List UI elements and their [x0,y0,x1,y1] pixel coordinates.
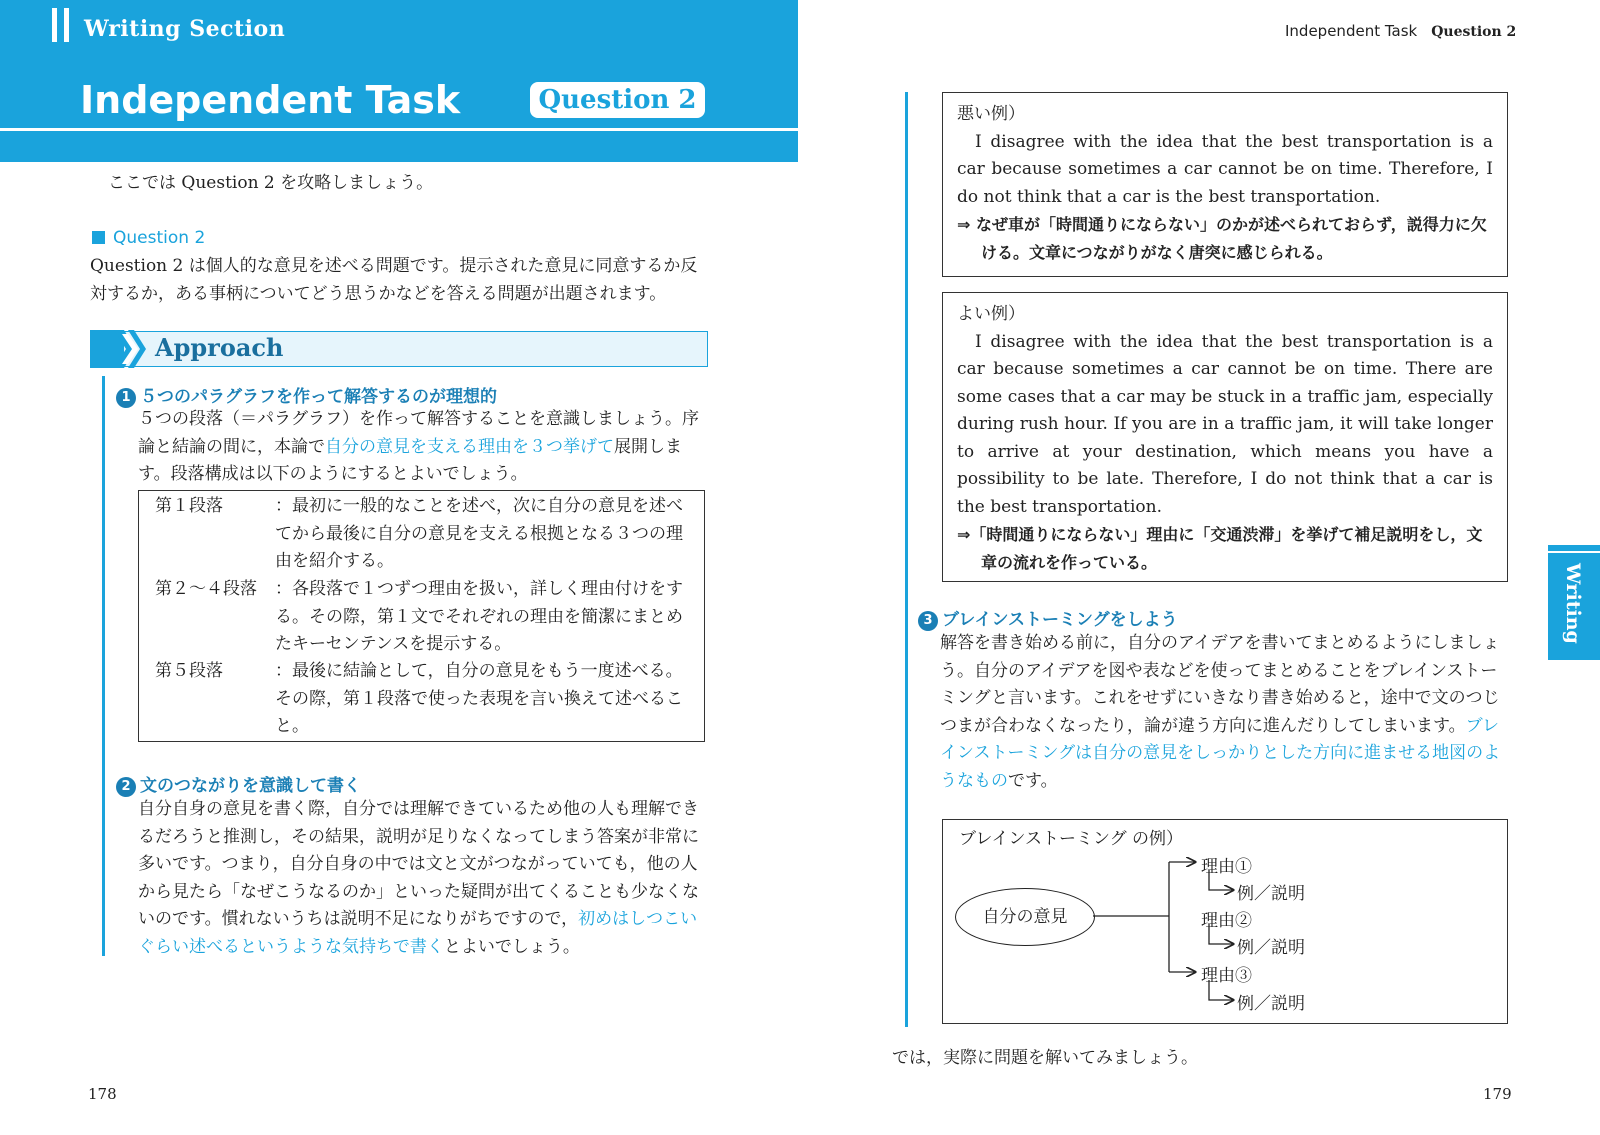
question-badge: Question 2 [530,82,705,118]
detail-node: 例／説明 [1237,938,1305,958]
point2-title: 文のつながりを意識して書く [140,776,361,796]
header-bar [52,8,57,42]
reason-node: 理由③ [1201,966,1252,986]
approach-heading: Approach [155,333,284,362]
point1-heading [116,382,497,408]
tab-line [1548,551,1600,553]
detail-node: 例／説明 [1237,994,1305,1014]
page-number-right: 179 [1483,1085,1512,1103]
number-badge: 1 [116,388,136,408]
question2-label-text: Question 2 [113,228,206,248]
point3-title: ブレインストーミングをしよう [942,610,1178,630]
bad-example-label: 悪い例） [957,104,1025,124]
point1-title: ５つのパラグラフを作って解答するのが理想的 [140,387,497,407]
good-example-text: I disagree with the idea that the best transportation is a car because sometimes a car cannot be on time. There are some cases that a car may be stuck in a traffic jam, especially during rush hour. If you are in a traffic jam, it will take longer to arrive at your destination, which means you have a possibility to be late. Therefore, I do not think that a car is the best transportation. [957,331,1493,517]
running-head [1285,22,1516,40]
writing-side-tab[interactable] [1548,545,1600,660]
point3-heading [918,605,1178,631]
paragraph-text: ：最後に結論として，自分の意見をもう一度述べる。その際，第１段落で使った表現を言い換えて述べること。 [275,661,683,736]
header-rule [0,128,798,131]
point2-text: 自分自身の意見を書く際，自分では理解できているため他の人も理解できるだろうと推測し，その結果，説明が足りなくなってしまう答案が非常に多いです。つまり，自分自身の中では文と文がつながっていても，他の人から見たら「なぜこうなるのか」といった疑問が出てくることも少なくないのです。慣れないうちは説明不足になりがちですので，初めはしつこいぐらい述べるというような気持ちで書くとよいでしょう。 [138,799,699,957]
square-icon [92,231,105,244]
running-head-task: Independent Task [1285,22,1418,40]
bad-example-text: I disagree with the idea that the best transportation is a car because sometimes a car cannot be on time. Therefore, I do not think that a car is the best transportation. [957,131,1493,207]
question2-description: Question 2 は個人的な意見を述べる問題です。提示された意見に同意するか反対するか，ある事柄についてどう思うかなどを答える問題が出題されます。 [90,256,698,304]
paragraph-structure-box [138,490,705,742]
detail-node: 例／説明 [1237,884,1305,904]
number-badge: 2 [116,777,136,797]
writing-tab-label: Writing [1562,563,1584,644]
good-example-box [942,292,1508,582]
point1-text: ５つの段落（＝パラグラフ）を作って解答することを意識しましょう。序論と結論の間に，本論で自分の意見を支える理由を３つ挙げて展開します。段落構成は以下のようにするとよいでしょう。 [138,409,699,484]
brainstorm-title: ブレインストーミング の例） [959,829,1184,849]
good-example-label: よい例） [957,304,1025,324]
good-example-note: ⇒「時間通りにならない」理由に「交通渋滞」を挙げて補足説明をし，文章の流れを作っている。 [957,525,1483,572]
running-head-question: Question 2 [1431,24,1517,40]
task-title: Independent Task [80,78,461,122]
point2-heading [116,771,361,797]
chevron-right-icon [90,330,150,368]
paragraph-label: 第１段落 [155,496,223,516]
right-accent-rule [905,92,908,1027]
intro-text: ここでは Question 2 を攻略しましょう。 [108,173,434,193]
paragraph-label: 第２～４段落 [155,579,257,599]
number-badge: 3 [918,611,938,631]
opinion-oval: 自分の意見 [955,888,1095,946]
bad-example-note: ⇒ なぜ車が「時間通りにならない」のかが述べられておらず，説得力に欠ける。文章につながりがなく唐突に感じられる。 [957,215,1487,262]
highlight-text: 初めはしつこいぐらい述べるというような気持ちで書く [138,909,698,957]
approach-tab [90,330,124,368]
bad-example-box [942,92,1508,277]
paragraph-text: ：各段落で１つずつ理由を扱い，詳しく理由付けをする。その際，第１文でそれぞれの理由を簡潔にまとめたキーセンテンスを提示する。 [275,579,683,654]
closing-text: では，実際に問題を解いてみましょう。 [892,1048,1198,1068]
reason-node: 理由② [1201,911,1252,931]
question2-label [92,228,205,248]
brainstorm-diagram [942,819,1508,1024]
point3-text: 解答を書き始める前に，自分のアイデアを書いてまとめるようにしましょう。自分のアイデアを図や表などを使ってまとめることをブレインストーミングと言います。これをせずにいきなり書き始めると，途中で文のつじつまが合わなくなったり，論が違う方向に進んだりしてしまいます。ブレインストーミングは自分の意見をしっかりとした方向に進ませる地図のようなものです。 [940,633,1501,791]
page-number-left: 178 [88,1085,117,1103]
highlight-text: ブレインストーミングは自分の意見をしっかりとした方向に進ませる地図のようなもの [940,715,1501,791]
paragraph-label: 第５段落 [155,661,223,681]
paragraph-text: ：最初に一般的なことを述べ，次に自分の意見を述べてから最後に自分の意見を支える根拠となる３つの理由を紹介する。 [275,496,683,571]
header-bar [64,8,69,42]
left-accent-rule [102,376,105,956]
section-title: Writing Section [84,16,286,42]
reason-node: 理由① [1201,857,1252,877]
highlight-text: 自分の意見を支える理由を３つ挙げて [325,436,614,457]
